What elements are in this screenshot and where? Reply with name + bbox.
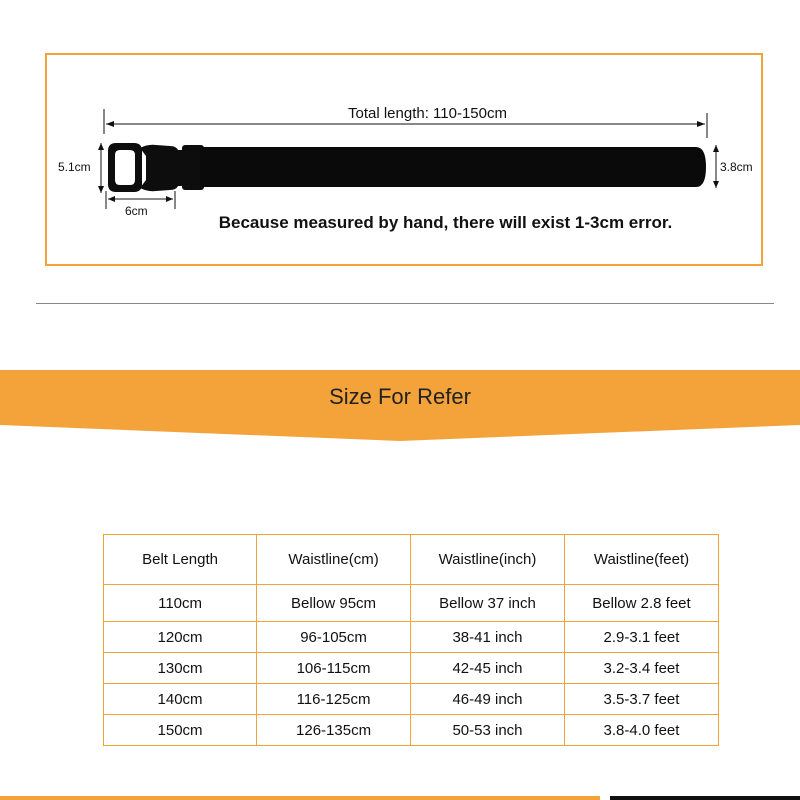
buckle-width-label: 6cm: [125, 204, 148, 218]
cell-belt-length: 130cm: [104, 653, 257, 684]
table-row: [104, 653, 719, 684]
table-row: [104, 684, 719, 715]
buckle-loop-icon: [108, 143, 142, 192]
table-row: [104, 585, 719, 622]
buckle-height-arrow-bottom: [98, 186, 104, 193]
length-arrow-left: [106, 121, 114, 127]
buckle-width-arrow-left: [108, 196, 115, 202]
cell-belt-length: 110cm: [104, 585, 257, 622]
total-length-label: Total length: 110-150cm: [348, 105, 507, 122]
cell-waistline-inch: Bellow 37 inch: [410, 585, 564, 622]
cell-waistline-cm: Bellow 95cm: [257, 585, 411, 622]
footer-accent-bar: [0, 796, 600, 800]
cell-waistline-cm: 96-105cm: [257, 622, 411, 653]
belt-illustration: [0, 0, 800, 300]
cell-belt-length: 140cm: [104, 684, 257, 715]
cell-waistline-cm: 106-115cm: [257, 653, 411, 684]
belt-strap: [200, 147, 706, 187]
length-arrow-right: [697, 121, 705, 127]
strap-width-arrow-top: [713, 145, 719, 152]
buckle-body-icon: [140, 145, 186, 191]
banner-title: Size For Refer: [329, 384, 471, 409]
header-waistline-cm: Waistline(cm): [257, 535, 411, 585]
header-waistline-feet: Waistline(feet): [565, 535, 719, 585]
buckle-width-arrow-right: [166, 196, 173, 202]
buckle-height-label: 5.1cm: [58, 160, 91, 174]
strap-width-label: 3.8cm: [720, 160, 753, 174]
header-waistline-inch: Waistline(inch): [410, 535, 564, 585]
table-row: [104, 622, 719, 653]
strap-width-arrow-bottom: [713, 181, 719, 188]
cell-belt-length: 120cm: [104, 622, 257, 653]
cell-waistline-cm: 126-135cm: [257, 715, 411, 746]
cell-waistline-inch: 46-49 inch: [410, 684, 564, 715]
measurement-note: Because measured by hand, there will exist 1-3cm error.: [218, 213, 673, 232]
cell-waistline-feet: 3.2-3.4 feet: [565, 653, 719, 684]
cell-waistline-feet: 3.8-4.0 feet: [565, 715, 719, 746]
footer-dark-bar: [610, 796, 800, 800]
cell-waistline-inch: 38-41 inch: [410, 622, 564, 653]
cell-waistline-inch: 42-45 inch: [410, 653, 564, 684]
cell-belt-length: 150cm: [104, 715, 257, 746]
buckle-height-arrow-top: [98, 143, 104, 150]
size-table: [103, 534, 719, 746]
cell-waistline-inch: 50-53 inch: [410, 715, 564, 746]
cell-waistline-feet: Bellow 2.8 feet: [565, 585, 719, 622]
table-row: [104, 715, 719, 746]
section-divider: [36, 303, 774, 304]
cell-waistline-cm: 116-125cm: [257, 684, 411, 715]
header-belt-length: Belt Length: [104, 535, 257, 585]
table-header-row: [104, 535, 719, 585]
cell-waistline-feet: 2.9-3.1 feet: [565, 622, 719, 653]
cell-waistline-feet: 3.5-3.7 feet: [565, 684, 719, 715]
